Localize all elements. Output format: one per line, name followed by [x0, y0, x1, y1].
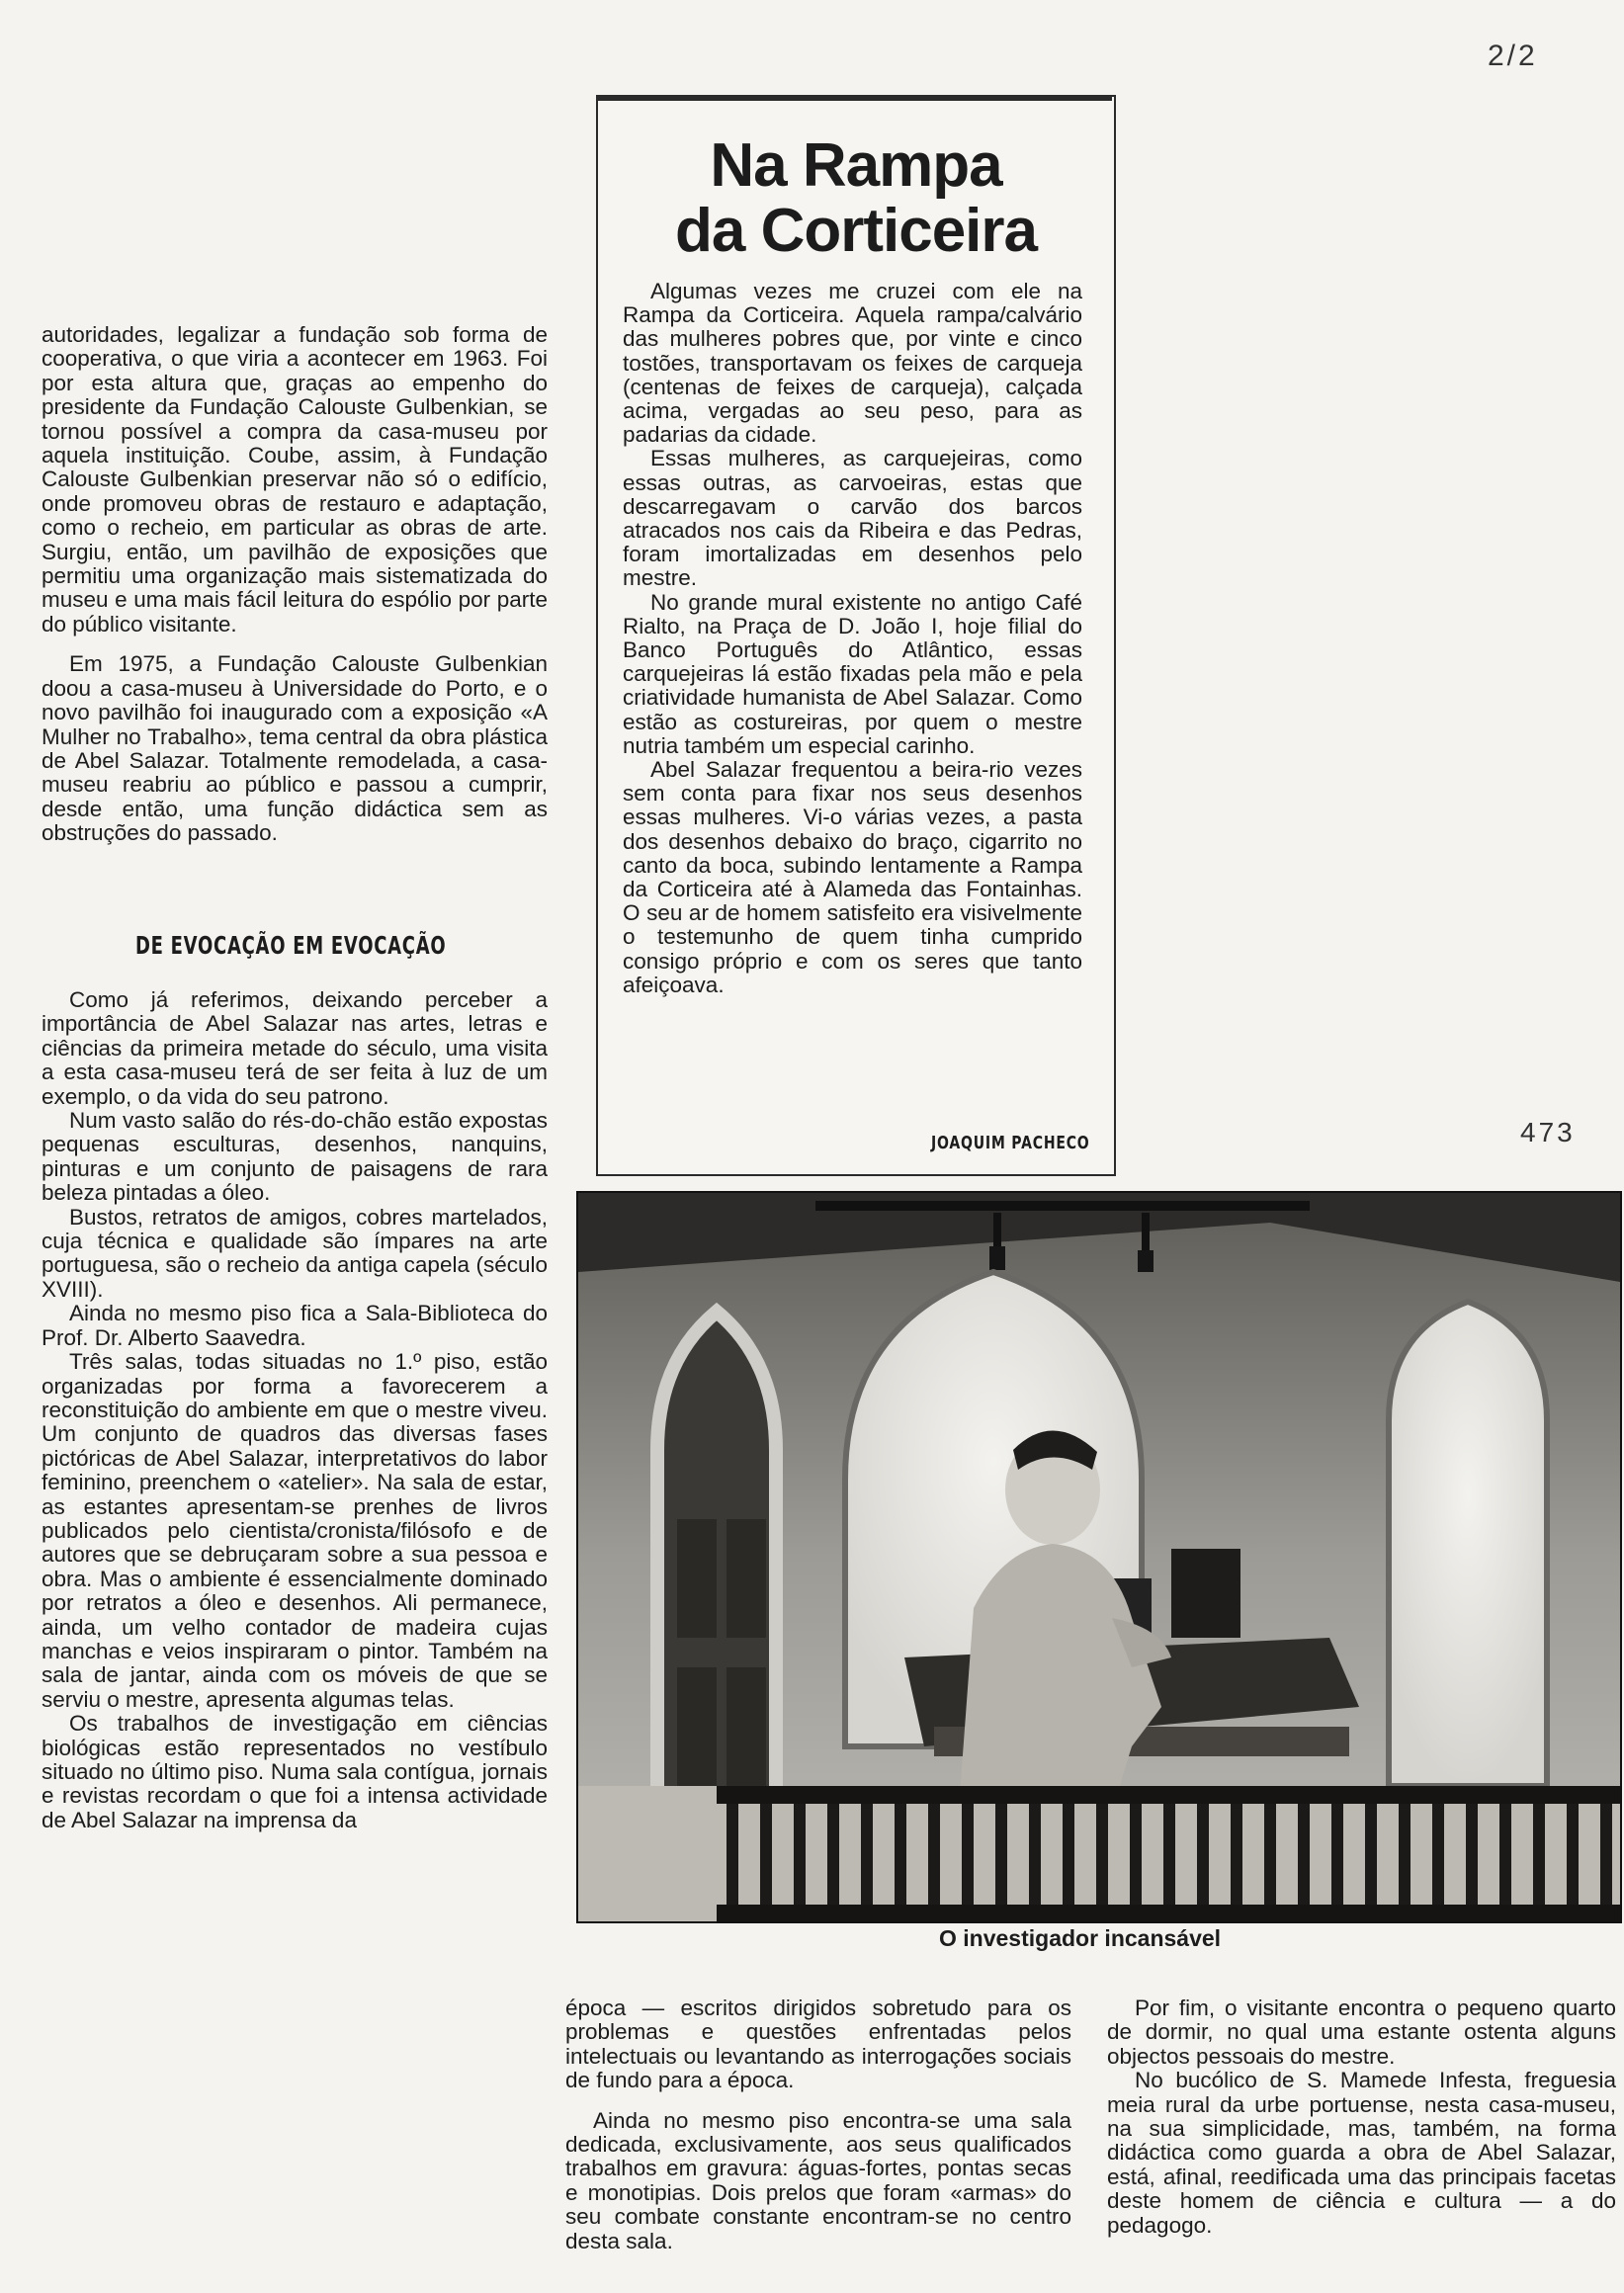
box-paragraph-2: Essas mulheres, as carquejeiras, como essas outras, as carvoeiras, estas que descarregavam o carvão dos barcos atracados nos cais da Ribeira e das Pedras, foram imortalizadas em desenhos pelo mestre. [623, 446, 1082, 591]
bottom-middle-column [565, 1996, 1071, 2253]
left-paragraph-3: Como já referimos, deixando perceber a importância de Abel Salazar nas artes, letras e ciências da primeira metade do século, uma visita a esta casa-museu terá de ser feita à luz de um exemplo, o da vida do seu patrono. [42, 987, 548, 1109]
left-paragraph-5: Bustos, retratos de amigos, cobres martelados, cuja técnica e qualidade são ímpares na arte portuguesa, são o recheio da antiga capela (século XVIII). [42, 1204, 548, 1302]
box-paragraph-3: No grande mural existente no antigo Café Rialto, na Praça de D. João I, hoje filial do Banco Português do Atlântico, essas carquejeiras lá estão fixadas pela mão e pela criatividade humanista de Abel Salazar. Como estão as costureiras, por quem o mestre nutria também um especial carinho. [623, 589, 1082, 758]
left-column-lower [42, 988, 548, 1832]
photo-illustration [578, 1193, 1620, 1921]
left-paragraph-6: Ainda no mesmo piso fica a Sala-Biblioteca do Prof. Dr. Alberto Saavedra. [42, 1301, 548, 1350]
page-number: 2/2 [1488, 40, 1538, 72]
bottom-right-column [1107, 1996, 1616, 2238]
left-paragraph-2: Em 1975, a Fundação Calouste Gulbenkian doou a casa-museu à Universidade do Porto, e o novo pavilhão foi inaugurado com a exposição «A Mulher no Trabalho», tema central da obra plástica de Abel Salazar. Totalmente remodelada, a casa-museu reabriu ao público e passou a cumprir, desde então, uma função didáctica sem as obstruções do passado. [42, 651, 548, 846]
left-paragraph-1: autoridades, legalizar a fundação sob forma de cooperativa, o que viria a acontecer em 1963. Foi por esta altura que, graças ao empenho do presidente da Fundação Calouste Gulbenkian, se tornou possível a compra da casa-museu por aquela instituição. Coube, assim, à Fundação Calouste Gulbenkian preservar não só o edifício, onde promoveu obras de restauro e adaptação, como o recheio, em particular as obras de arte. Surgiu, então, um pavilhão de exposições que permitiu uma organização mais sistematizada do museu e uma mais fácil leitura do espólio por parte do público visitante. [42, 322, 548, 637]
subheading-container [135, 931, 567, 960]
bottom-right-paragraph-2: No bucólico de S. Mamede Infesta, freguesia meia rural da urbe portuense, nesta casa-museu, na sua simplicidade, mas, também, na forma didáctica como guarda a obra de Abel Salazar, está, afinal, reedificada uma das principais facetas deste homem de ciência e cultura — a do pedagogo. [1107, 2068, 1616, 2238]
left-paragraph-7: Três salas, todas situadas no 1.º piso, estão organizadas por forma a favorecerem a reconstituição do ambiente em que o mestre viveu. Um conjunto de quadros das diversas fases pictóricas de Abel Salazar, interpretativos do labor feminino, preenchem o «atelier». Na sala de estar, as estantes apresentam-se prenhes de livros publicados pelo cientista/cronista/filósofo e de autores que se debruçaram sobre a sua pessoa e obra. Mas o ambiente é essencialmente dominado por retratos a óleo e desenhos. Ali permanece, ainda, um velho contador de madeira cujas manchas e veios inspiraram o pintor. Também na sala de jantar, ainda com os móveis de que se serviu o mestre, apresenta algumas telas. [42, 1349, 548, 1712]
page-reference-number: 473 [1520, 1117, 1576, 1147]
article-author: JOAQUIM PACHECO [931, 1133, 1090, 1153]
bottom-middle-paragraph-1: época — escritos dirigidos sobretudo para os problemas e questões enfrentadas pelos intelectuais ou levantando as interrogações sociais de fundo para a época. [565, 1996, 1071, 2093]
bottom-middle-paragraph-2: Ainda no mesmo piso encontra-se uma sala dedicada, exclusivamente, aos seus qualificados trabalhos em gravura: águas-fortes, pontas secas e monotipias. Dois prelos que foram «armas» do seu combate constante encontram-se no centro desta sala. [565, 2107, 1071, 2253]
article-title-line-1: Na Rampa [710, 131, 1002, 200]
box-top-rule [596, 95, 1112, 101]
article-title-line-2: da Corticeira [674, 197, 1038, 265]
section-subheading: DE EVOCAÇÃO EM EVOCAÇÃO [135, 931, 447, 960]
photograph [576, 1191, 1622, 1923]
left-paragraph-8: Os trabalhos de investigação em ciências biológicas estão representados no vestíbulo situado no último piso. Numa sala contígua, jornais e revistas recordam o que foi a intensa actividade de Abel Salazar na imprensa da [42, 1711, 548, 1832]
photo-caption: O investigador incansável [939, 1925, 1222, 1951]
left-column-upper [42, 323, 548, 846]
box-paragraph-4: Abel Salazar frequentou a beira-rio vezes sem conta para fixar nos seus desenhos essas mulheres. Vi-o várias vezes, a pasta dos desenhos debaixo do braço, cigarrito no canto da boca, subindo lentamente a Rampa da Corticeira até à Alameda das Fontainhas. O seu ar de homem satisfeito era visivelmente o testemunho de quem tinha cumprido consigo próprio e com os seres que tanto afeiçoava. [623, 757, 1082, 997]
left-paragraph-4: Num vasto salão do rés-do-chão estão expostas pequenas esculturas, desenhos, nanquins, pinturas e um conjunto de paisagens de rara beleza pintadas a óleo. [42, 1108, 548, 1206]
bottom-right-paragraph-1: Por fim, o visitante encontra o pequeno quarto de dormir, no qual uma estante ostenta alguns objectos pessoais do mestre. [1107, 1996, 1616, 2069]
sidebar-article-body [623, 280, 1082, 997]
box-paragraph-1: Algumas vezes me cruzei com ele na Rampa da Corticeira. Aquela rampa/calvário das mulheres pobres que, por vinte e cinco tostões, transportavam os feixes de carqueja (centenas de feixes de carqueja), calçada acima, vergadas ao seu peso, para as padarias da cidade. [623, 279, 1082, 448]
